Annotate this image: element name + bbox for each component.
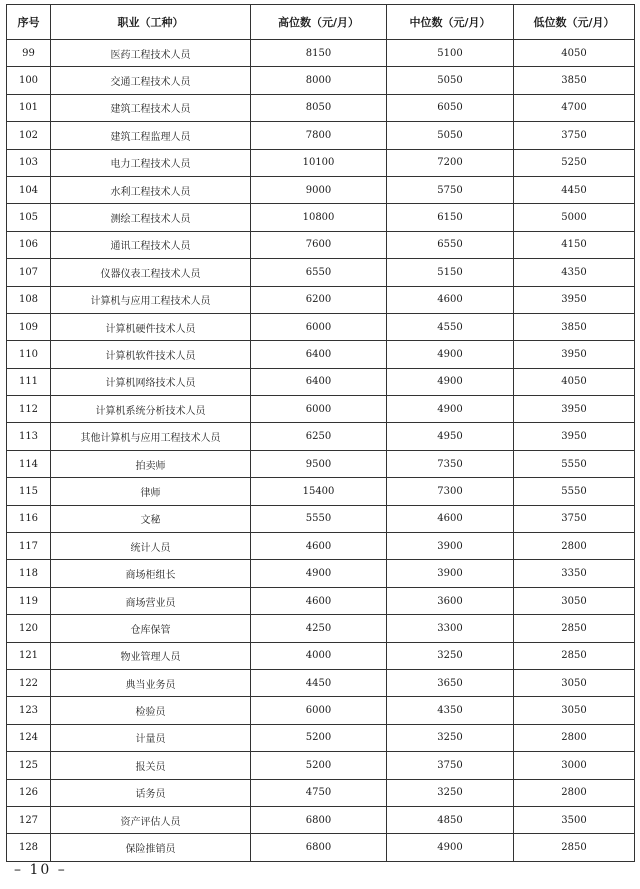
cell-occupation: 话务员 — [51, 779, 251, 806]
cell-occupation: 物业管理人员 — [51, 642, 251, 669]
cell-median: 6550 — [387, 231, 514, 258]
table-row — [7, 149, 635, 176]
cell-occupation: 计算机软件技术人员 — [51, 341, 251, 368]
cell-occupation: 报关员 — [51, 752, 251, 779]
cell-occupation: 建筑工程监理人员 — [51, 122, 251, 149]
cell-no: 109 — [7, 313, 51, 340]
cell-median: 3250 — [387, 724, 514, 751]
cell-median: 3650 — [387, 669, 514, 696]
table-row — [7, 286, 635, 313]
table-row — [7, 779, 635, 806]
cell-median: 6050 — [387, 94, 514, 121]
cell-median: 5750 — [387, 176, 514, 203]
cell-no: 119 — [7, 587, 51, 614]
cell-no: 125 — [7, 752, 51, 779]
cell-high: 9000 — [251, 176, 387, 203]
cell-median: 7200 — [387, 149, 514, 176]
cell-median: 4950 — [387, 423, 514, 450]
cell-low: 5250 — [514, 149, 635, 176]
table-row — [7, 259, 635, 286]
page-number: – 10 – — [14, 862, 67, 878]
table-row — [7, 806, 635, 833]
table-row — [7, 533, 635, 560]
cell-median: 4600 — [387, 286, 514, 313]
cell-no: 100 — [7, 67, 51, 94]
cell-median: 3750 — [387, 752, 514, 779]
cell-no: 116 — [7, 505, 51, 532]
table-row — [7, 368, 635, 395]
cell-high: 6400 — [251, 341, 387, 368]
cell-low: 4700 — [514, 94, 635, 121]
cell-low: 3750 — [514, 122, 635, 149]
cell-median: 4600 — [387, 505, 514, 532]
cell-no: 111 — [7, 368, 51, 395]
cell-high: 10800 — [251, 204, 387, 231]
cell-low: 3050 — [514, 587, 635, 614]
cell-median: 4550 — [387, 313, 514, 340]
cell-low: 4350 — [514, 259, 635, 286]
cell-median: 4900 — [387, 834, 514, 861]
table-row — [7, 94, 635, 121]
cell-median: 5050 — [387, 122, 514, 149]
cell-high: 6250 — [251, 423, 387, 450]
cell-median: 3300 — [387, 615, 514, 642]
cell-occupation: 资产评估人员 — [51, 806, 251, 833]
cell-no: 114 — [7, 450, 51, 477]
cell-median: 4850 — [387, 806, 514, 833]
cell-high: 6000 — [251, 313, 387, 340]
cell-low: 4150 — [514, 231, 635, 258]
cell-median: 5150 — [387, 259, 514, 286]
cell-low: 2800 — [514, 724, 635, 751]
cell-high: 4000 — [251, 642, 387, 669]
cell-low: 2800 — [514, 533, 635, 560]
cell-high: 15400 — [251, 478, 387, 505]
table-row — [7, 834, 635, 861]
table-header — [7, 5, 635, 40]
cell-no: 105 — [7, 204, 51, 231]
cell-occupation: 典当业务员 — [51, 669, 251, 696]
cell-median: 5100 — [387, 40, 514, 67]
cell-occupation: 计算机硬件技术人员 — [51, 313, 251, 340]
cell-occupation: 检验员 — [51, 697, 251, 724]
cell-low: 2850 — [514, 642, 635, 669]
cell-low: 5550 — [514, 450, 635, 477]
header-row — [7, 5, 635, 40]
header-high: 高位数（元/月） — [251, 5, 387, 40]
cell-occupation: 电力工程技术人员 — [51, 149, 251, 176]
cell-occupation: 水利工程技术人员 — [51, 176, 251, 203]
cell-high: 6400 — [251, 368, 387, 395]
cell-low: 3850 — [514, 313, 635, 340]
cell-occupation: 仪器仪表工程技术人员 — [51, 259, 251, 286]
cell-high: 4600 — [251, 587, 387, 614]
cell-occupation: 计算机系统分析技术人员 — [51, 396, 251, 423]
cell-median: 3900 — [387, 533, 514, 560]
cell-occupation: 建筑工程技术人员 — [51, 94, 251, 121]
cell-low: 3850 — [514, 67, 635, 94]
cell-high: 4900 — [251, 560, 387, 587]
cell-no: 113 — [7, 423, 51, 450]
cell-no: 118 — [7, 560, 51, 587]
cell-high: 6800 — [251, 806, 387, 833]
cell-no: 112 — [7, 396, 51, 423]
table-row — [7, 587, 635, 614]
header-no: 序号 — [7, 5, 51, 40]
cell-high: 7600 — [251, 231, 387, 258]
table-row — [7, 40, 635, 67]
cell-high: 8050 — [251, 94, 387, 121]
header-median: 中位数（元/月） — [387, 5, 514, 40]
cell-no: 102 — [7, 122, 51, 149]
cell-high: 5200 — [251, 752, 387, 779]
cell-no: 104 — [7, 176, 51, 203]
table-row — [7, 505, 635, 532]
cell-median: 3900 — [387, 560, 514, 587]
cell-no: 110 — [7, 341, 51, 368]
cell-high: 4250 — [251, 615, 387, 642]
cell-no: 127 — [7, 806, 51, 833]
cell-low: 3500 — [514, 806, 635, 833]
cell-occupation: 计算机与应用工程技术人员 — [51, 286, 251, 313]
cell-high: 8150 — [251, 40, 387, 67]
cell-low: 3950 — [514, 423, 635, 450]
salary-table — [6, 4, 635, 862]
cell-high: 6200 — [251, 286, 387, 313]
cell-high: 6000 — [251, 697, 387, 724]
cell-median: 4900 — [387, 396, 514, 423]
cell-no: 117 — [7, 533, 51, 560]
table-row — [7, 204, 635, 231]
cell-no: 101 — [7, 94, 51, 121]
cell-no: 124 — [7, 724, 51, 751]
table-row — [7, 642, 635, 669]
cell-median: 7350 — [387, 450, 514, 477]
cell-high: 6000 — [251, 396, 387, 423]
cell-low: 3050 — [514, 669, 635, 696]
cell-occupation: 律师 — [51, 478, 251, 505]
cell-low: 2800 — [514, 779, 635, 806]
cell-occupation: 交通工程技术人员 — [51, 67, 251, 94]
cell-no: 126 — [7, 779, 51, 806]
cell-occupation: 统计人员 — [51, 533, 251, 560]
cell-no: 103 — [7, 149, 51, 176]
cell-occupation: 医药工程技术人员 — [51, 40, 251, 67]
cell-median: 3250 — [387, 779, 514, 806]
table-row — [7, 697, 635, 724]
cell-median: 3600 — [387, 587, 514, 614]
cell-occupation: 商场营业员 — [51, 587, 251, 614]
cell-no: 121 — [7, 642, 51, 669]
cell-low: 2850 — [514, 834, 635, 861]
table-row — [7, 669, 635, 696]
table-row — [7, 724, 635, 751]
cell-high: 4750 — [251, 779, 387, 806]
header-occupation: 职业（工种） — [51, 5, 251, 40]
salary-table-container — [6, 4, 634, 862]
table-row — [7, 176, 635, 203]
cell-no: 107 — [7, 259, 51, 286]
cell-low: 3050 — [514, 697, 635, 724]
cell-occupation: 计算机网络技术人员 — [51, 368, 251, 395]
cell-no: 108 — [7, 286, 51, 313]
cell-high: 5200 — [251, 724, 387, 751]
cell-median: 3250 — [387, 642, 514, 669]
cell-high: 6800 — [251, 834, 387, 861]
cell-occupation: 仓库保管 — [51, 615, 251, 642]
table-body — [7, 40, 635, 862]
table-row — [7, 396, 635, 423]
table-row — [7, 122, 635, 149]
cell-median: 4900 — [387, 368, 514, 395]
cell-occupation: 保险推销员 — [51, 834, 251, 861]
cell-occupation: 文秘 — [51, 505, 251, 532]
cell-no: 106 — [7, 231, 51, 258]
table-row — [7, 67, 635, 94]
cell-low: 2850 — [514, 615, 635, 642]
cell-low: 4450 — [514, 176, 635, 203]
table-row — [7, 313, 635, 340]
table-row — [7, 231, 635, 258]
cell-low: 3000 — [514, 752, 635, 779]
cell-low: 3950 — [514, 341, 635, 368]
cell-median: 7300 — [387, 478, 514, 505]
cell-no: 122 — [7, 669, 51, 696]
table-row — [7, 423, 635, 450]
cell-high: 4450 — [251, 669, 387, 696]
header-low: 低位数（元/月） — [514, 5, 635, 40]
cell-occupation: 拍卖师 — [51, 450, 251, 477]
cell-high: 5550 — [251, 505, 387, 532]
cell-no: 115 — [7, 478, 51, 505]
cell-median: 4350 — [387, 697, 514, 724]
table-row — [7, 560, 635, 587]
cell-median: 4900 — [387, 341, 514, 368]
cell-low: 3750 — [514, 505, 635, 532]
table-row — [7, 752, 635, 779]
table-row — [7, 450, 635, 477]
cell-low: 3950 — [514, 286, 635, 313]
cell-high: 9500 — [251, 450, 387, 477]
cell-occupation: 计量员 — [51, 724, 251, 751]
table-row — [7, 478, 635, 505]
cell-low: 5000 — [514, 204, 635, 231]
cell-high: 4600 — [251, 533, 387, 560]
cell-no: 99 — [7, 40, 51, 67]
cell-occupation: 商场柜组长 — [51, 560, 251, 587]
cell-high: 7800 — [251, 122, 387, 149]
cell-high: 6550 — [251, 259, 387, 286]
cell-high: 8000 — [251, 67, 387, 94]
cell-no: 128 — [7, 834, 51, 861]
cell-median: 6150 — [387, 204, 514, 231]
cell-low: 5550 — [514, 478, 635, 505]
cell-occupation: 通讯工程技术人员 — [51, 231, 251, 258]
cell-no: 123 — [7, 697, 51, 724]
cell-no: 120 — [7, 615, 51, 642]
table-row — [7, 615, 635, 642]
cell-low: 4050 — [514, 368, 635, 395]
cell-low: 3350 — [514, 560, 635, 587]
cell-median: 5050 — [387, 67, 514, 94]
cell-low: 3950 — [514, 396, 635, 423]
cell-occupation: 测绘工程技术人员 — [51, 204, 251, 231]
cell-occupation: 其他计算机与应用工程技术人员 — [51, 423, 251, 450]
table-row — [7, 341, 635, 368]
cell-high: 10100 — [251, 149, 387, 176]
cell-low: 4050 — [514, 40, 635, 67]
